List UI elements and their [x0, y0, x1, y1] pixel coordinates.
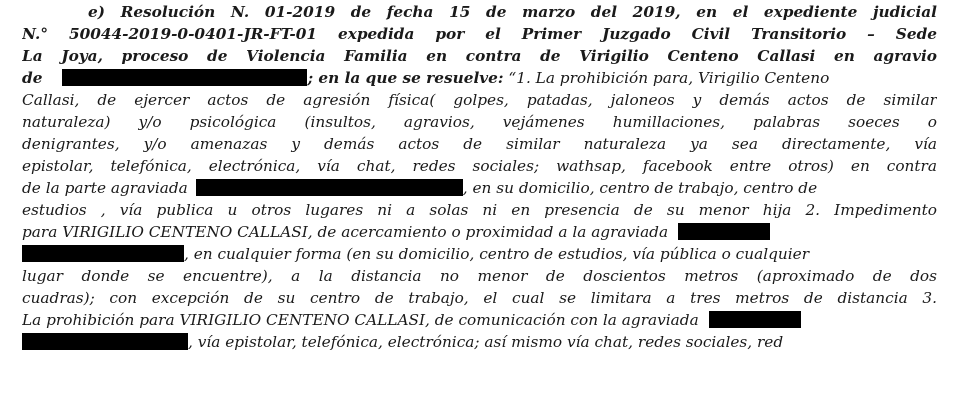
paragraph-line-2: N.° 50044-2019-0-0401-JR-FT-01 expedida por el Primer Juzgado Civil Transitorio – Sede [22, 25, 937, 43]
paragraph-line-6: naturaleza) y/o psicológica (insultos, agravios, vejámenes humillaciones, palabras soeces o [22, 113, 937, 131]
paragraph-line-16 [22, 331, 937, 353]
document-page [22, 0, 937, 409]
redaction-box [22, 333, 188, 350]
paragraph-line-1: e) Resolución N. 01-2019 de fecha 15 de marzo del 2019, en el expediente judicial [88, 3, 937, 21]
paragraph-line-4 [22, 67, 937, 89]
text-segment: de [22, 69, 43, 87]
text-segment: La prohibición para VIRIGILIO CENTENO CALLASI, de comunicación con la agraviada [22, 311, 699, 329]
redaction-box [709, 311, 801, 328]
paragraph-line-7: denigrantes, y/o amenazas y demás actos de similar naturaleza ya sea directamente, vía [22, 135, 937, 153]
redaction-box [22, 245, 184, 262]
redaction-box [62, 69, 307, 86]
paragraph-line-13: lugar donde se encuentre), a la distancia no menor de doscientos metros (aproximado de dos [22, 267, 937, 285]
redaction-box [678, 223, 770, 240]
text-segment: ; en la que se resuelve: [307, 69, 504, 87]
text-segment: de la parte agraviada [22, 179, 188, 197]
text-segment: , vía epistolar, telefónica, electrónica; así mismo vía chat, redes sociales, red [188, 333, 784, 351]
paragraph-line-8: epistolar, telefónica, electrónica, vía chat, redes sociales; wathsap, facebook entre otros) en contra [22, 157, 937, 175]
text-segment: para VIRIGILIO CENTENO CALLASI, de acercamiento o proximidad a la agraviada [22, 223, 669, 241]
text-segment: , en su domicilio, centro de trabajo, centro de [462, 179, 818, 197]
paragraph-line-5: Callasi, de ejercer actos de agresión física( golpes, patadas, jaloneos y demás actos de similar [22, 91, 937, 109]
paragraph-line-12 [22, 243, 937, 265]
paragraph-line-15 [22, 309, 937, 331]
text-segment: “1. La prohibición para, Virigilio Centeno [503, 69, 830, 87]
paragraph-line-9 [22, 177, 937, 199]
redaction-box [196, 179, 463, 196]
paragraph-line-3: La Joya, proceso de Violencia Familia en contra de Virigilio Centeno Callasi en agravio [22, 47, 937, 65]
paragraph-line-14: cuadras); con excepción de su centro de trabajo, el cual se limitara a tres metros de distancia 3. [22, 289, 937, 307]
paragraph-line-10: estudios , vía publica u otros lugares ni a solas ni en presencia de su menor hija 2. Impedimento [22, 201, 937, 219]
paragraph-line-11 [22, 221, 937, 243]
text-segment: , en cualquier forma (en su domicilio, centro de estudios, vía pública o cualquier [184, 245, 810, 263]
